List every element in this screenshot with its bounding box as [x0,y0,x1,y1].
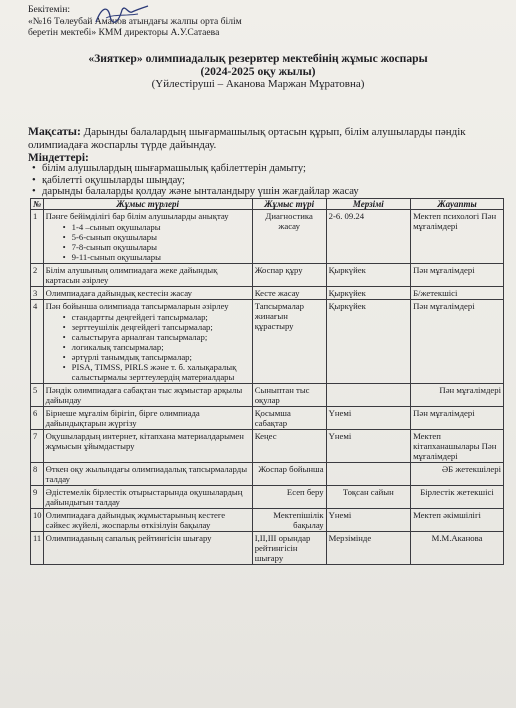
table-row [31,300,504,384]
sublist-item: • 7-8-сынып оқушылары [72,242,250,252]
row-number: 3 [31,287,44,300]
table-row [31,287,504,300]
row-type: І,ІІ,ІІІ орындар рейтингісін шығару [252,532,326,565]
row-number: 6 [31,407,44,430]
table-row [31,210,504,264]
row-responsible: Мектеп кітапханашылары Пән мұғалімдері [411,430,504,463]
row-work-text: Пән бойынша олимпиада тапсырмаларын әзірлеу [45,301,229,311]
row-work: Олимпиаданың сапалық рейтингісін шығару [43,532,252,565]
row-type: Сыныптан тыс оқулар [252,384,326,407]
row-type: Есеп беру [252,486,326,509]
row-responsible: Пән мұғалімдері [411,407,504,430]
sublist-item: • PISA, TIMSS, PIRLS және т. б. халықаралық салыстырмалы зерттеулердің материалдары [72,362,250,382]
row-number: 5 [31,384,44,407]
row-term: Қыркүйек [326,300,410,384]
table-row [31,532,504,565]
row-term [326,463,410,486]
row-number: 8 [31,463,44,486]
row-work: Білім алушының олимпиадаға жеке дайындық картасын әзірлеу [43,264,252,287]
page-title: «Зияткер» олимпиадалық резервтер мектебінің жұмыс жоспары [88,52,428,65]
table-row [31,407,504,430]
row-work [43,300,252,384]
row-number: 4 [31,300,44,384]
row-work: Өткен оқу жылындағы олимпиадалық тапсырмаларды талдау [43,463,252,486]
row-type: Мектепішілік бақылау [252,509,326,532]
row-type: Диагностика жасау [252,210,326,264]
table-row [31,430,504,463]
row-term: Тоқсан сайын [326,486,410,509]
header-term: Мерзімі [326,199,410,210]
row-type: Кесте жасау [252,287,326,300]
header-number: № [31,199,44,210]
row-term: Қыркүйек [326,287,410,300]
header-work-types: Жұмыс түрлері [43,199,252,210]
row-number: 2 [31,264,44,287]
sublist-item: • 9-11-сынып оқушылары [72,252,250,262]
academic-year: (2024-2025 оқу жылы) [200,65,316,78]
row-type: Тапсырмалар жинағын құрастыру [252,300,326,384]
row-number: 10 [31,509,44,532]
row-type: Жоспар құру [252,264,326,287]
row-term [326,384,410,407]
sublist-item: • 1-4 –сынып оқушылары [72,222,250,232]
task-item: • дарынды балаларды қолдау және ынталандыру үшін жағдайлар жасау [42,186,359,198]
row-number: 9 [31,486,44,509]
header-work-type: Жұмыс түрі [252,199,326,210]
signature-icon [92,2,152,28]
row-responsible: Мектеп психологі Пән мұғалімдері [411,210,504,264]
row-work [43,210,252,264]
row-responsible: Пән мұғалімдері [411,264,504,287]
approval-line-2: «№16 Төлеубай Аманов атындағы жалпы орта білім [28,15,242,27]
row-term: Үнемі [326,407,410,430]
row-term: Қыркүйек [326,264,410,287]
row-work-text: Пәнге бейімділігі бар білім алушыларды анықтау [45,211,229,221]
sublist-item: • логикалық тапсырмалар; [72,342,250,352]
row-responsible: Бірлестік жетекшісі [411,486,504,509]
approval-line-3: беретін мектебі» КММ директоры А.У.Сатаева [28,27,220,38]
task-item: • қабілетті оқушыларды шыңдау; [42,175,359,187]
row-responsible: Б/жетекшісі [411,287,504,300]
sublist-item: • 5-6-сынып оқушылары [72,232,250,242]
table-header-row [31,199,504,210]
row-type: Қосымша сабақтар [252,407,326,430]
row-work: Оқушылардың интернет, кітапхана материалдарымен жұмысын ұйымдастыру [43,430,252,463]
row-sublist [46,222,250,262]
task-item: • білім алушылардың шығармашылық қабілеттерін дамыту; [42,163,359,175]
row-responsible: Пән мұғалімдері [411,384,504,407]
row-responsible: Пән мұғалімдері [411,300,504,384]
row-work: Әдістемелік бірлестік отырыстарында оқушылардың дайындығын талдау [43,486,252,509]
row-number: 7 [31,430,44,463]
table-row [31,384,504,407]
row-responsible: М.М.Аканова [411,532,504,565]
header-responsible: Жауапты [411,199,504,210]
row-work: Пәндік олимпиадаға сабақтан тыс жұмыстар арқылы дайындау [43,384,252,407]
table-row [31,463,504,486]
title-block [0,52,516,91]
row-work: Бірнеше мұғалім бірігіп, бірге олимпиада дайындықтарын жүргізу [43,407,252,430]
row-number: 1 [31,210,44,264]
approval-line-1: Бекітемін: [28,4,71,15]
row-type: Кеңес [252,430,326,463]
coordinator: (Үйлестіруші – Аканова Маржан Мұратовна) [151,78,365,90]
row-term: Үнемі [326,430,410,463]
table-row [31,509,504,532]
row-work: Олимпиадаға дайындық жұмыстарының кестеге сәйкес жүйелі, жоспарлы өткізілуін бақылау [43,509,252,532]
row-number: 11 [31,532,44,565]
sublist-item: • әртүрлі танымдық тапсырмалар; [72,352,250,362]
goal-label: Мақсаты: [28,125,81,138]
goal-text: Дарынды балалардың шығармашылық ортасын құрып, білім алушыларды пәндік олимпиадаға жоспарлы түрде дайындау. [28,126,466,151]
tasks-list [28,163,359,198]
row-sublist [46,312,250,382]
row-term: Үнемі [326,509,410,532]
sublist-item: • зерттеушілік деңгейдегі тапсырмалар; [72,322,250,332]
row-responsible: ӘБ жетекшілері [411,463,504,486]
row-work: Олимпиадаға дайындық кестесін жасау [43,287,252,300]
row-term: Мерзімінде [326,532,410,565]
table-row [31,486,504,509]
tasks-label: Міндеттері: [28,152,89,164]
row-term: 2-6. 09.24 [326,210,410,264]
plan-table [30,198,504,565]
row-type: Жоспар бойынша [252,463,326,486]
sublist-item: • стандартты деңгейдегі тапсырмалар; [72,312,250,322]
sublist-item: • салыстыруға арналған тапсырмалар; [72,332,250,342]
goal-paragraph [28,126,498,151]
row-responsible: Мектеп әкімшілігі [411,509,504,532]
table-row [31,264,504,287]
